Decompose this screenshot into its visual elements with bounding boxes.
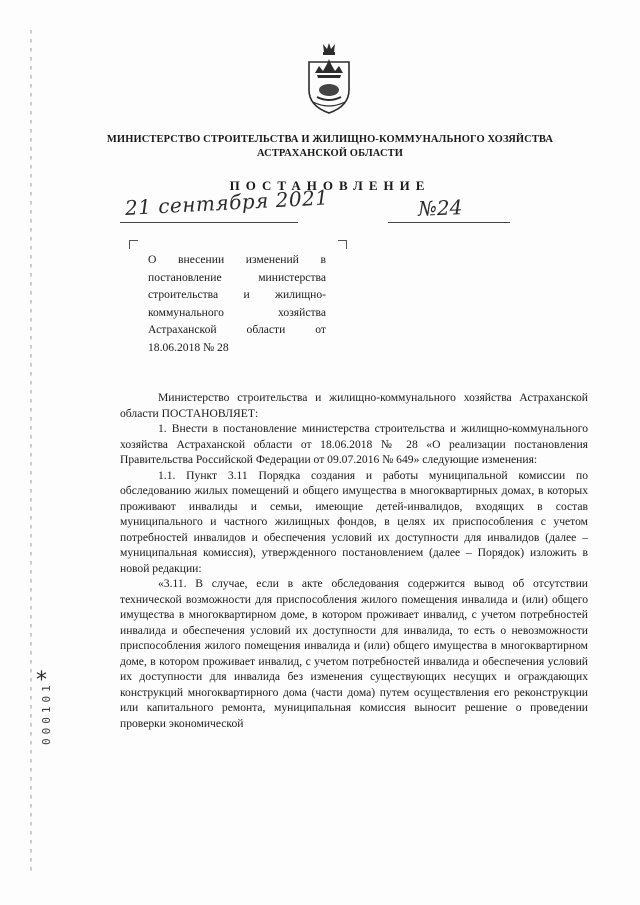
- handwritten-date: 21 сентября 2021: [124, 185, 330, 220]
- ministry-line-2: АСТРАХАНСКОЙ ОБЛАСТИ: [256, 148, 403, 159]
- body-paragraph-4: «3.11. В случае, если в акте обследования содержится вывод об отсутствии технической возможности для приспособления жилого помещения инвалида и (или) общего имущества в многоквартирном доме, в котором проживает инвалид, с учетом потребностей инвалида и обеспечения условий их доступности для инвалида, то есть о невозможности приспособления жилого помещения инвалида и (или) общего имущества в многоквартирном доме, в котором проживает инвалид, с учетом потребностей инвалида и обеспечения условий их доступности для инвалида без изменения существующих несущих и ограждающих конструкций многоквартирного дома (части дома) путем осуществления его реконструкции или капитального ремонта, муниципальная комиссия выносит решение о проведении проверки экономической: [120, 577, 588, 730]
- document-type-title: ПОСТАНОВЛЕНИЕ: [229, 178, 431, 193]
- coat-of-arms-icon: [303, 40, 355, 116]
- handwritten-number: №24: [417, 195, 463, 221]
- document-subject: О внесении изменений в постановление министерства строительства и жилищно-коммунального хозяйства Астраханской области от 18.06.2018 № 28: [148, 253, 326, 354]
- ministry-name: [90, 133, 570, 161]
- document-body: [120, 390, 588, 731]
- number-underline: [388, 222, 510, 223]
- ministry-line-1: МИНИСТЕРСТВО СТРОИТЕЛЬСТВА И ЖИЛИЩНО-КОММУНАЛЬНОГО ХОЗЯЙСТВА: [106, 134, 554, 145]
- margin-perforation: [30, 30, 32, 875]
- margin-registration-code: 000101: [40, 681, 53, 745]
- subject-bracket-right: [338, 240, 347, 249]
- margin-star-mark: *: [36, 668, 47, 693]
- subject-bracket-left: [129, 240, 138, 249]
- body-paragraph-3: 1.1. Пункт 3.11 Порядка создания и работы муниципальной комиссии по обследованию жилых помещений и общего имущества в многоквартирных домах, в которых проживают инвалиды и семьи, имеющие детей-инвалидов, входящих в состав муниципального и частного жилищных фондов, в целях их приспособления с учетом потребностей инвалидов и обеспечения условий их доступности для инвалидов (далее – муниципальная комиссия), утвержденного постановлением (далее – Порядок) изложить в новой редакции:: [120, 468, 588, 575]
- date-underline: [120, 222, 298, 223]
- body-paragraph-1: Министерство строительства и жилищно-коммунального хозяйства Астраханской области ПОСТАНОВЛЯЕТ:: [120, 391, 588, 420]
- body-paragraph-2: 1. Внести в постановление министерства строительства и жилищно-коммунального хозяйства Астраханской области от 18.06.2018 № 28 «О реализации постановления Правительства Российской Федерации от 09.07.2016 № 649» следующие изменения:: [120, 422, 588, 466]
